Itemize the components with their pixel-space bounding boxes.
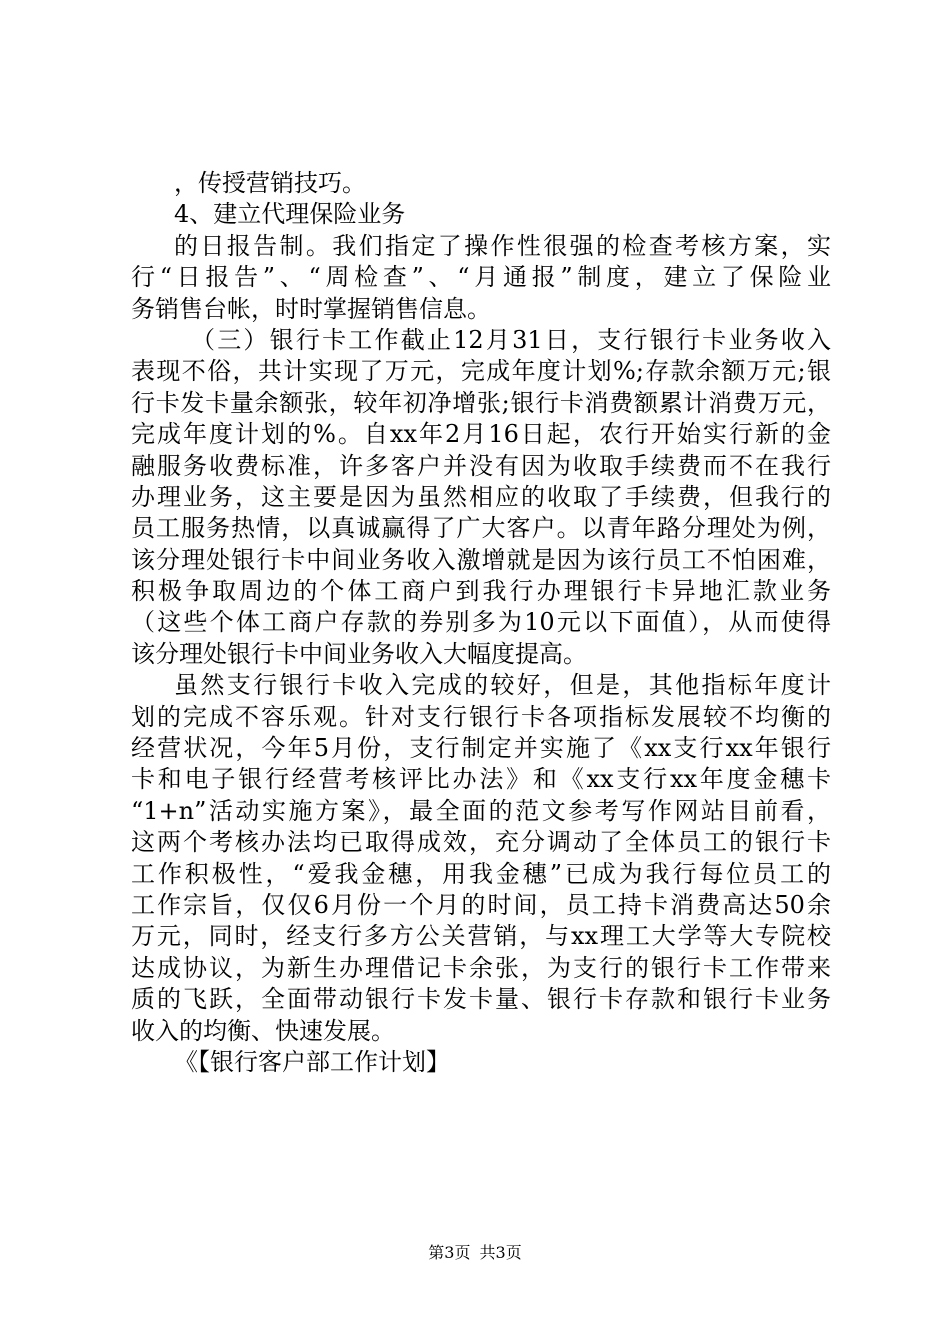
text-line: 4、建立代理保险业务 <box>174 200 406 229</box>
text-line: 达成协议，为新生办理借记卡余张，为支行的银行卡工作带来 <box>131 953 831 982</box>
text-line: 这两个考核办法均已取得成效，充分调动了全体员工的银行卡 <box>131 828 831 857</box>
text-line: 经营状况，今年5月份，支行制定并实施了《xx支行xx年银行 <box>131 734 831 763</box>
text-line: 行“日报告”、“周检查”、“月通报”制度，建立了保险业 <box>131 263 831 292</box>
text-line: 划的完成不容乐观。针对支行银行卡各项指标发展较不均衡的 <box>131 702 831 731</box>
text-line: 行卡发卡量余额张，较年初净增张;银行卡消费额累计消费万元， <box>131 388 831 417</box>
text-line: 工作积极性，“爱我金穗，用我金穗”已成为我行每位员工的 <box>131 859 831 888</box>
text-line: 表现不俗，共计实现了万元，完成年度计划%;存款余额万元;银 <box>131 357 831 386</box>
text-line: 虽然支行银行卡收入完成的较好，但是，其他指标年度计 <box>174 671 831 700</box>
text-line: 质的飞跃，全面带动银行卡发卡量、银行卡存款和银行卡业务 <box>131 985 831 1014</box>
text-line: （这些个体工商户存款的券别多为10元以下面值），从而使得 <box>131 608 831 637</box>
text-line: 积极争取周边的个体工商户到我行办理银行卡异地汇款业务 <box>131 577 831 606</box>
text-line: 融服务收费标准，许多客户并没有因为收取手续费而不在我行 <box>131 451 831 480</box>
page-footer: 第3页 共3页 <box>428 1243 522 1262</box>
text-line: 员工服务热情，以真诚赢得了广大客户。以青年路分理处为例， <box>131 514 831 543</box>
document-body <box>131 168 831 1078</box>
text-line: “1+n”活动实施方案》，最全面的范文参考写作网站目前看， <box>131 796 831 825</box>
text-line: 完成年度计划的%。自xx年2月16日起，农行开始实行新的金 <box>131 420 831 449</box>
text-line: ，传授营销技巧。 <box>174 169 366 197</box>
text-line: 办理业务，这主要是因为虽然相应的收取了手续费，但我行的 <box>131 482 831 511</box>
text-line: 收入的均衡、快速发展。 <box>131 1016 395 1045</box>
text-line: （三）银行卡工作截止12月31日，支行银行卡业务收入 <box>191 325 831 354</box>
document-link-title: 《【银行客户部工作计划】 <box>174 1047 450 1076</box>
text-line: 的日报告制。我们指定了操作性很强的检查考核方案，实 <box>174 231 831 260</box>
text-line: 卡和电子银行经营考核评比办法》和《xx支行xx年度金穗卡 <box>131 765 831 794</box>
text-line: 工作宗旨，仅仅6月份一个月的时间，员工持卡消费高达50余 <box>131 890 831 919</box>
text-line: 务销售台帐，时时掌握销售信息。 <box>131 294 491 323</box>
text-line: 万元，同时，经支行多方公关营销，与xx理工大学等大专院校 <box>131 922 831 951</box>
text-line: 该分理处银行卡中间业务收入大幅度提高。 <box>131 639 587 668</box>
text-line: 该分理处银行卡中间业务收入激增就是因为该行员工不怕困难， <box>131 545 831 574</box>
